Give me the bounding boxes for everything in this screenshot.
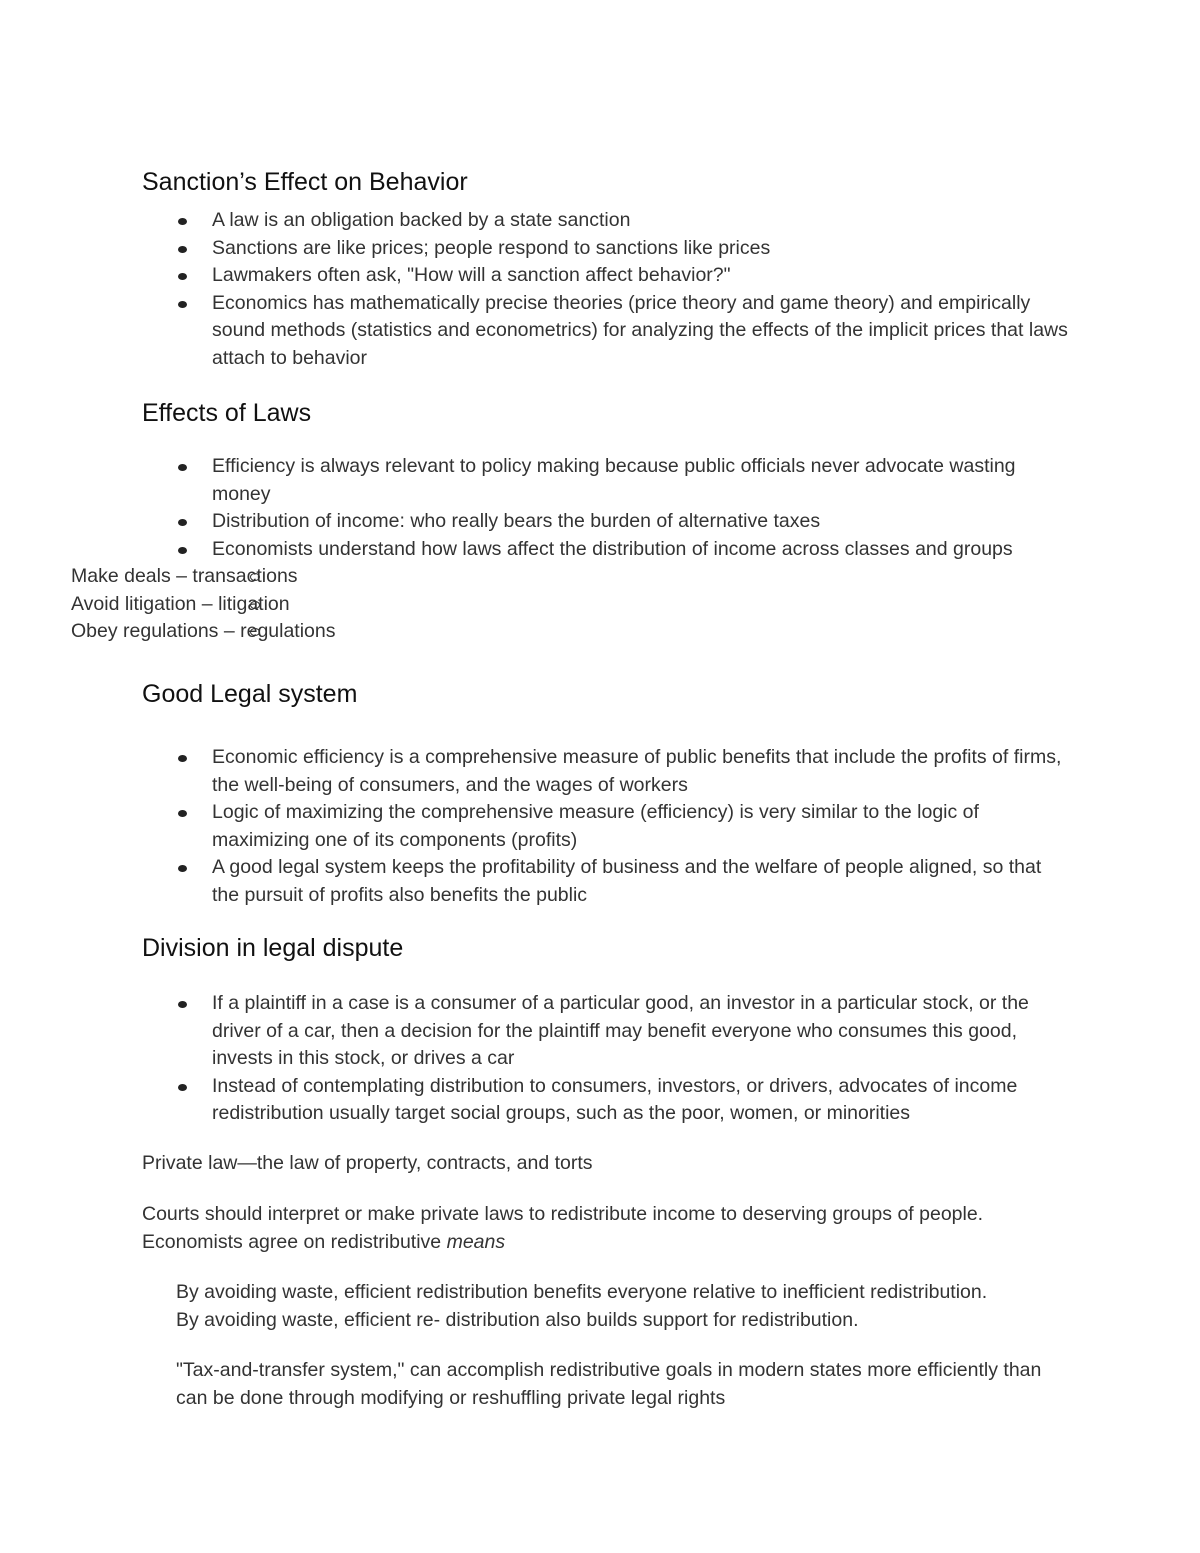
bullet-list-sanctions xyxy=(0,207,1072,372)
hollow-bullet-icon xyxy=(250,573,260,581)
section-heading-good-legal-system: Good Legal system xyxy=(142,680,358,708)
bullet-icon xyxy=(178,865,187,872)
economists-text: Economists agree on redistributive xyxy=(142,1230,447,1253)
list-item: Sanctions are like prices; people respond to sanctions like prices xyxy=(0,235,1072,263)
bullet-icon xyxy=(178,1001,187,1008)
sub-list-item: Avoid litigation – litigation xyxy=(71,592,290,615)
list-item: Efficiency is always relevant to policy making because public officials never advocate wasting money xyxy=(0,453,1072,508)
list-item: A good legal system keeps the profitability of business and the welfare of people aligned, so that the pursuit of profits also benefits the public xyxy=(0,854,1072,909)
avoiding-text-1: By avoiding waste, efficient redistribution benefits everyone relative to inefficient redistribution. xyxy=(176,1281,988,1303)
bullet-icon xyxy=(178,273,187,280)
economists-italic-text: means xyxy=(446,1230,506,1253)
list-item: Lawmakers often ask, "How will a sanction affect behavior?" xyxy=(0,262,1072,290)
bullet-icon xyxy=(178,810,187,817)
hollow-bullet-icon xyxy=(250,601,260,609)
section-heading-division: Division in legal dispute xyxy=(142,934,404,962)
paragraph-tax-transfer: "Tax-and-transfer system," can accomplish redistributive goals in modern states more efficiently than can be done through modifying or reshuffling private legal rights xyxy=(176,1359,1042,1409)
list-item: Distribution of income: who really bears the burden of alternative taxes xyxy=(0,508,1072,536)
paragraph-courts xyxy=(142,1201,1062,1256)
section-heading-effects: Effects of Laws xyxy=(142,399,312,427)
bullet-list-good-legal-system xyxy=(0,744,1072,909)
section-heading-sanctions: Sanction’s Effect on Behavior xyxy=(142,168,468,196)
avoiding-text-2: By avoiding waste, efficient re- distribution also builds support for redistribution. xyxy=(176,1308,859,1331)
list-item: A law is an obligation backed by a state sanction xyxy=(0,207,1072,235)
bullet-icon xyxy=(178,547,187,554)
bullet-icon xyxy=(178,218,187,225)
bullet-icon xyxy=(178,755,187,762)
list-item: Logic of maximizing the comprehensive measure (efficiency) is very similar to the logic of maximizing one of its components (profits) xyxy=(0,799,1072,854)
list-item: Economics has mathematically precise theories (price theory and game theory) and empirically sound methods (statistics and econometrics) for analyzing the effects of the implicit prices that laws attach to behavior xyxy=(0,290,1072,373)
list-item: Economic efficiency is a comprehensive measure of public benefits that include the profits of firms, the well-being of consumers, and the wages of workers xyxy=(0,744,1072,799)
hollow-bullet-icon xyxy=(250,628,260,636)
courts-text: Courts should interpret or make private laws to redistribute income to deserving groups of people. xyxy=(142,1203,984,1225)
bullet-icon xyxy=(178,464,187,471)
list-item: Economists understand how laws affect the distribution of income across classes and groups xyxy=(0,536,1112,564)
bullet-list-division xyxy=(0,990,1072,1128)
paragraph-avoiding-waste xyxy=(176,1279,1096,1334)
sub-list-item: Make deals – transactions xyxy=(71,565,298,587)
bullet-icon xyxy=(178,1084,187,1091)
bullet-icon xyxy=(178,246,187,253)
bullet-list-effects xyxy=(0,453,1112,563)
paragraph-private-law: Private law—the law of property, contracts, and torts xyxy=(142,1152,593,1174)
list-item: If a plaintiff in a case is a consumer of a particular good, an investor in a particular stock, or the driver of a car, then a decision for the plaintiff may benefit everyone who consumes this good, invests in this stock, or drives a car xyxy=(0,990,1072,1073)
sub-list-item: Obey regulations – regulations xyxy=(71,620,336,642)
bullet-icon xyxy=(178,301,187,308)
sub-bullet-list-effects xyxy=(0,563,851,646)
list-item: Instead of contemplating distribution to consumers, investors, or drivers, advocates of income redistribution usually target social groups, such as the poor, women, or minorities xyxy=(0,1073,1072,1128)
bullet-icon xyxy=(178,519,187,526)
